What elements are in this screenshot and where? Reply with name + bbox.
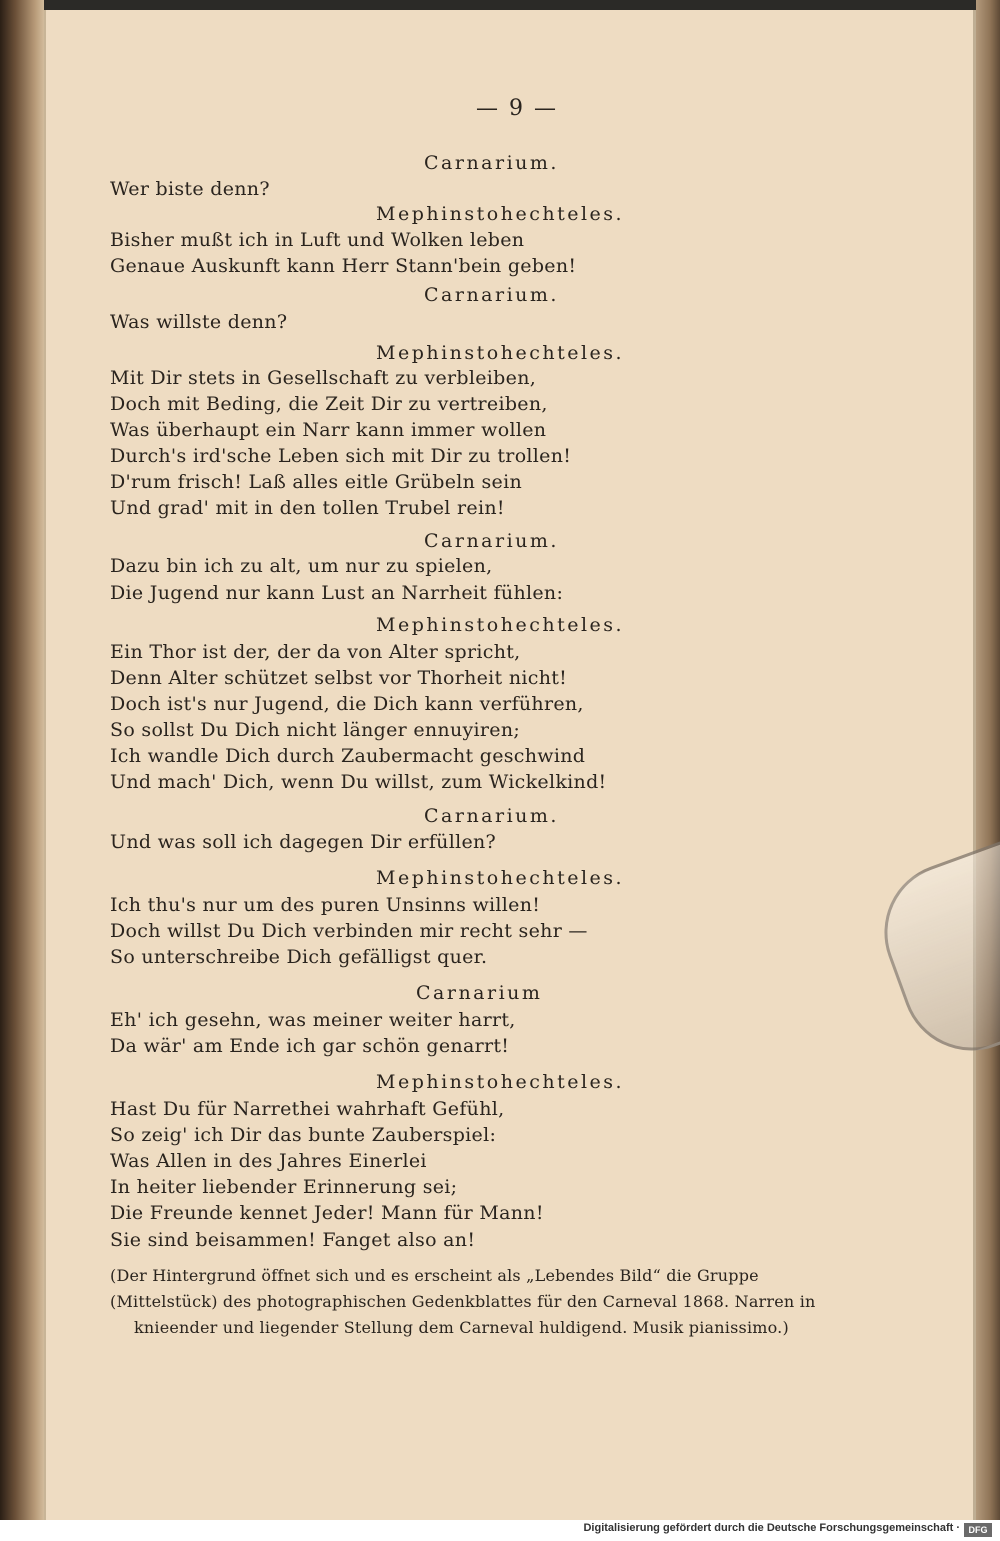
verse-line: Bisher mußt ich in Luft und Wolken leben bbox=[110, 229, 525, 251]
verse-line: Was überhaupt ein Narr kann immer wollen bbox=[110, 419, 547, 441]
speaker-name: Mephinstohechteles. bbox=[376, 203, 625, 225]
verse-line: Was willste denn? bbox=[110, 311, 288, 333]
verse-line: Und was soll ich dagegen Dir erfüllen? bbox=[110, 831, 497, 853]
verse-line: Doch willst Du Dich verbinden mir recht sehr — bbox=[110, 920, 588, 942]
verse-line: So sollst Du Dich nicht länger ennuyiren; bbox=[110, 719, 521, 741]
verse-line: Ich thu's nur um des puren Unsinns willen! bbox=[110, 894, 541, 916]
verse-line: Da wär' am Ende ich gar schön genarrt! bbox=[110, 1035, 510, 1057]
verse-line: Ein Thor ist der, der da von Alter spricht, bbox=[110, 641, 521, 663]
speaker-name: Carnarium bbox=[416, 982, 543, 1004]
verse-line: Doch mit Beding, die Zeit Dir zu vertreiben, bbox=[110, 393, 548, 415]
stage-direction-line: (Mittelstück) des photographischen Gedenkblattes für den Carneval 1868. Narren in bbox=[110, 1292, 816, 1311]
verse-line: Ich wandle Dich durch Zaubermacht geschwind bbox=[110, 745, 586, 767]
verse-line: Und mach' Dich, wenn Du willst, zum Wickelkind! bbox=[110, 771, 607, 793]
verse-line: Genaue Auskunft kann Herr Stann'bein geben! bbox=[110, 255, 577, 277]
verse-line: In heiter liebender Erinnerung sei; bbox=[110, 1176, 458, 1198]
speaker-name: Mephinstohechteles. bbox=[376, 1071, 625, 1093]
verse-line: Mit Dir stets in Gesellschaft zu verbleiben, bbox=[110, 367, 537, 389]
book-page bbox=[44, 10, 976, 1520]
verse-line: Denn Alter schützet selbst vor Thorheit nicht! bbox=[110, 667, 568, 689]
verse-line: Durch's ird'sche Leben sich mit Dir zu trollen! bbox=[110, 445, 572, 467]
verse-line: Und grad' mit in den tollen Trubel rein! bbox=[110, 497, 505, 519]
funding-credit: Digitalisierung gefördert durch die Deutsche Forschungsgemeinschaft · bbox=[583, 1522, 960, 1534]
book-binding-right bbox=[976, 0, 1000, 1541]
verse-line: Sie sind beisammen! Fanget also an! bbox=[110, 1229, 476, 1251]
verse-line: Doch ist's nur Jugend, die Dich kann verführen, bbox=[110, 693, 584, 715]
speaker-name: Carnarium. bbox=[424, 805, 559, 827]
stage-direction-line: knieender und liegender Stellung dem Carneval huldigend. Musik pianissimo.) bbox=[134, 1318, 789, 1337]
speaker-name: Carnarium. bbox=[424, 530, 559, 552]
stage-direction-line: (Der Hintergrund öffnet sich und es erscheint als „Lebendes Bild“ die Gruppe bbox=[110, 1266, 759, 1285]
verse-line: Dazu bin ich zu alt, um nur zu spielen, bbox=[110, 555, 493, 577]
speaker-name: Mephinstohechteles. bbox=[376, 342, 625, 364]
speaker-name: Carnarium. bbox=[424, 152, 559, 174]
book-binding-left bbox=[0, 0, 44, 1541]
verse-line: Eh' ich gesehn, was meiner weiter harrt, bbox=[110, 1009, 516, 1031]
speaker-name: Mephinstohechteles. bbox=[376, 867, 625, 889]
page-number: — 9 — bbox=[476, 96, 558, 121]
verse-line: Die Jugend nur kann Lust an Narrheit fühlen: bbox=[110, 582, 564, 604]
dfg-logo: DFG bbox=[964, 1523, 992, 1537]
verse-line: So unterschreibe Dich gefälligst quer. bbox=[110, 946, 488, 968]
verse-line: So zeig' ich Dir das bunte Zauberspiel: bbox=[110, 1124, 497, 1146]
verse-line: Was Allen in des Jahres Einerlei bbox=[110, 1150, 427, 1172]
speaker-name: Carnarium. bbox=[424, 284, 559, 306]
verse-line: Wer biste denn? bbox=[110, 178, 270, 200]
verse-line: D'rum frisch! Laß alles eitle Grübeln sein bbox=[110, 471, 522, 493]
verse-line: Hast Du für Narrethei wahrhaft Gefühl, bbox=[110, 1098, 505, 1120]
verse-line: Die Freunde kennet Jeder! Mann für Mann! bbox=[110, 1202, 544, 1224]
speaker-name: Mephinstohechteles. bbox=[376, 614, 625, 636]
